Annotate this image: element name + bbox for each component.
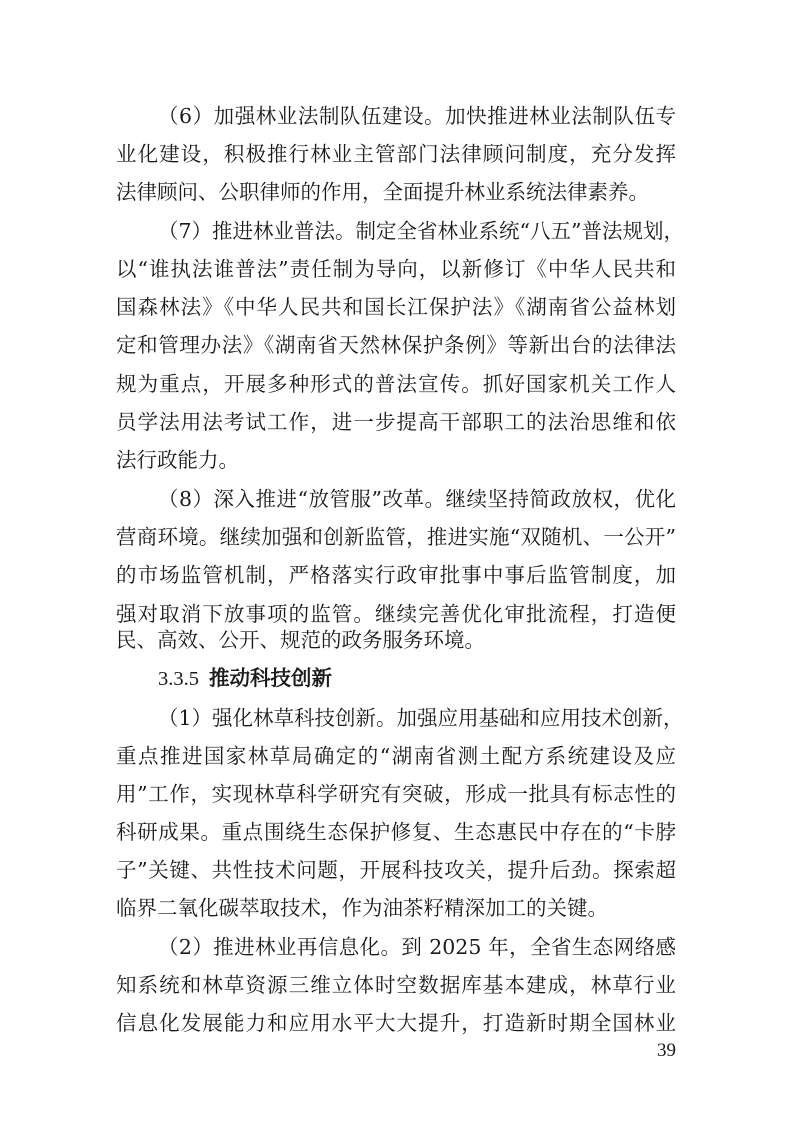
paragraph-line: 规为重点，开展多种形式的普法宣传。抓好国家机关工作人	[116, 372, 676, 396]
paragraph-line: （1）强化林草科技创新。加强应用基础和应用技术创新，	[158, 706, 684, 730]
paragraph-line: 子”关键、共性技术问题，开展科技攻关，提升后劲。探索超	[116, 858, 676, 882]
paragraph-line: 员学法用法考试工作，进一步提高干部职工的法治思维和依	[116, 410, 676, 434]
paragraph-line: 定和管理办法》《湖南省天然林保护条例》等新出台的法律法	[116, 333, 676, 357]
paragraph-line: 用”工作，实现林草科学研究有突破，形成一批具有标志性的	[116, 782, 676, 806]
paragraph-line: （7）推进林业普法。制定全省林业系统“八五”普法规划，	[158, 219, 685, 243]
paragraph-line: 知系统和林草资源三维立体时空数据库基本建成，林草行业	[116, 973, 676, 997]
paragraph-line: 以“谁执法谁普法”责任制为导向，以新修订《中华人民共和	[116, 257, 676, 281]
paragraph-line: 临界二氧化碳萃取技术，作为油茶籽精深加工的关键。	[116, 896, 608, 920]
paragraph-line: 业化建设，积极推行林业主管部门法律顾问制度，充分发挥	[116, 142, 676, 166]
paragraph-line: 的市场监管机制，严格落实行政审批事中事后监管制度，加	[116, 563, 676, 587]
paragraph-line: 重点推进国家林草局确定的“湖南省测土配方系统建设及应	[116, 744, 676, 768]
paragraph-line: 法律顾问、公职律师的作用，全面提升林业系统法律素养。	[116, 180, 649, 204]
section-number: 3.3.5	[158, 668, 199, 690]
paragraph-line: （8）深入推进“放管服”改革。继续坚持简政放权，优化	[158, 487, 676, 511]
paragraph-line: 国森林法》《中华人民共和国长江保护法》《湖南省公益林划	[116, 295, 676, 319]
paragraph-line: 法行政能力。	[116, 448, 239, 472]
page-number: 39	[657, 1040, 676, 1061]
paragraph-line: 科研成果。重点围绕生态保护修复、生态惠民中存在的“卡脖	[116, 820, 676, 844]
paragraph-line: （6）加强林业法制队伍建设。加快推进林业法制队伍专	[158, 104, 676, 128]
paragraph-line: 营商环境。继续加强和创新监管，推进实施“双随机、一公开”	[116, 525, 676, 549]
paragraph-line: 民、高效、公开、规范的政务服务环境。	[116, 628, 485, 652]
paragraph-line: 强对取消下放事项的监管。继续完善优化审批流程，打造便	[116, 602, 676, 626]
section-title: 推动科技创新	[209, 666, 332, 690]
paragraph-line: 信息化发展能力和应用水平大大提升，打造新时期全国林业	[116, 1011, 676, 1035]
section-heading	[158, 666, 332, 691]
paragraph-line: （2）推进林业再信息化。到 2025 年，全省生态网络感	[158, 935, 676, 959]
